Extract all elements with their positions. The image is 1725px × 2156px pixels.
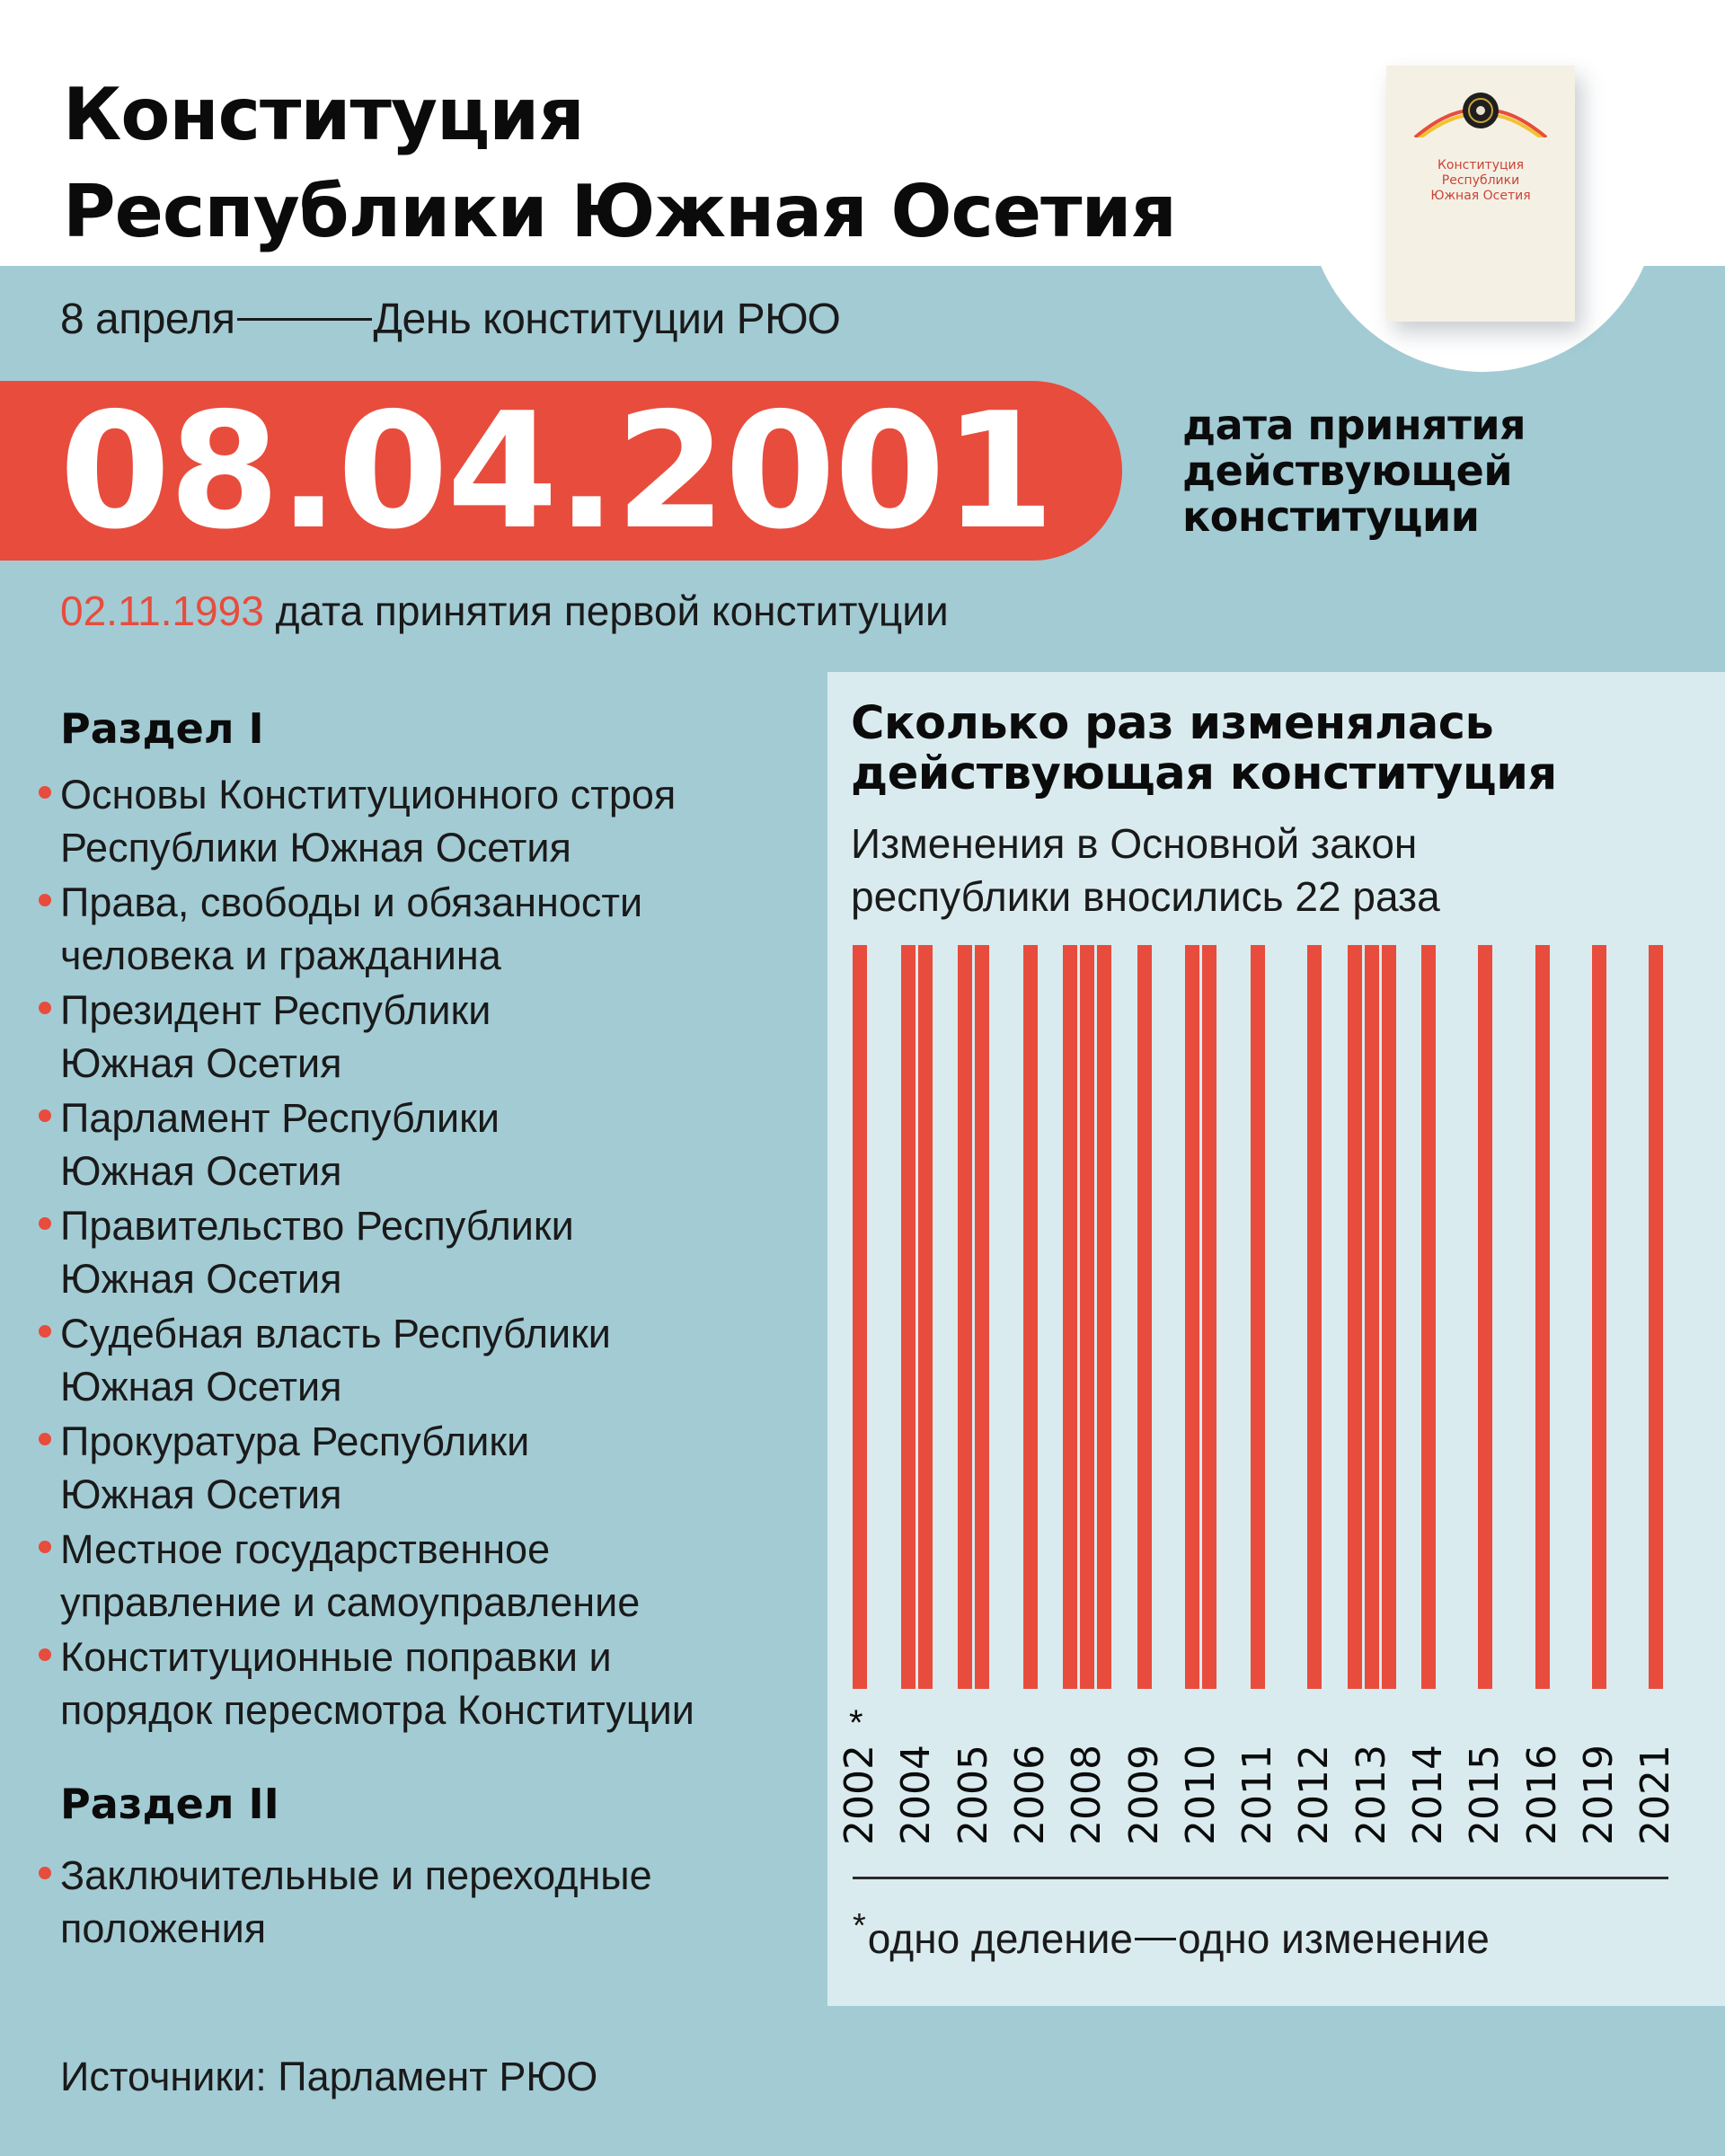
year-label-text: 2004: [893, 1745, 940, 1845]
bullet-icon: [39, 1648, 51, 1661]
list-item-line: Республики Южная Осетия: [60, 825, 571, 870]
bullet-icon: [39, 894, 51, 906]
chart-title-line: Сколько раз изменялась: [851, 697, 1494, 750]
year-label-text: 2012: [1291, 1745, 1338, 1845]
list-item: [36, 1307, 827, 1413]
year-label-text: 2002: [836, 1745, 882, 1845]
year-label-text: 2016: [1518, 1745, 1565, 1845]
coat-of-arms-icon: [1386, 84, 1575, 137]
chart-subtitle: [851, 817, 1440, 923]
book-cover-line: Конституция: [1437, 158, 1525, 172]
amendment-bar: [1063, 945, 1077, 1689]
list-item: [36, 1091, 827, 1197]
amendment-bars: [827, 945, 1725, 1689]
bullet-icon: [39, 1109, 51, 1122]
year-label-text: 2013: [1348, 1745, 1394, 1845]
book-cover-title: [1386, 158, 1575, 204]
list-item-line: Местное государственное: [60, 1526, 551, 1572]
chart-divider: [853, 1877, 1668, 1879]
list-item-line: Правительство Республики: [60, 1203, 574, 1249]
bullet-icon: [39, 1325, 51, 1338]
amendment-bar: [1348, 945, 1362, 1689]
list-item-line: Основы Конституционного строя: [60, 772, 677, 817]
list-item-line: Южная Осетия: [60, 1471, 342, 1517]
year-label-text: 2019: [1575, 1745, 1622, 1845]
amendment-bar: [1080, 945, 1094, 1689]
amendment-bar: [918, 945, 933, 1689]
page-title-line: Республики Южная Осетия: [63, 170, 1176, 253]
list-item: [36, 1415, 827, 1521]
amendment-bar: [1185, 945, 1199, 1689]
year-label-text: 2006: [1006, 1745, 1053, 1845]
amendment-bar: [1649, 945, 1663, 1689]
caption-line: действующей: [1182, 446, 1513, 495]
bullet-icon: [39, 1867, 51, 1879]
amendment-bar: [853, 945, 867, 1689]
year-label-text: 2015: [1462, 1745, 1508, 1845]
first-constitution-line: [60, 584, 949, 638]
book-cover-line: Южная Осетия: [1430, 189, 1531, 203]
list-item: [36, 1849, 827, 1955]
amendment-bar: [1202, 945, 1216, 1689]
caption-line: конституции: [1182, 492, 1480, 541]
list-item: [36, 1630, 827, 1736]
list-item-line: управление и самоуправление: [60, 1579, 641, 1625]
bullet-icon: [39, 1217, 51, 1230]
sources-note: Источники: Парламент РЮО: [60, 2054, 598, 2099]
year-label-text: 2005: [950, 1745, 996, 1845]
amendment-bar: [1535, 945, 1550, 1689]
amendment-bar: [1251, 945, 1265, 1689]
year-axis-labels: [827, 1732, 1725, 1849]
amendment-bar: [975, 945, 989, 1689]
book-cover-line: Республики: [1441, 173, 1520, 188]
footnote-text: одно изменение: [1177, 1915, 1490, 1962]
amendment-bar: [1365, 945, 1379, 1689]
year-label-text: 2009: [1120, 1745, 1167, 1845]
amendment-bar: [1097, 945, 1111, 1689]
amendment-bar: [1307, 945, 1322, 1689]
list-item: [36, 768, 827, 874]
section-1-list: [36, 768, 827, 1738]
year-label-text: 2011: [1234, 1745, 1281, 1845]
chart-title-line: действующая конституция: [851, 747, 1557, 800]
list-item-line: Прокуратура Республики: [60, 1418, 530, 1464]
list-item-line: Парламент Республики: [60, 1095, 500, 1141]
footnote-text: одно деление: [867, 1915, 1133, 1962]
year-label-text: 2010: [1177, 1745, 1224, 1845]
list-item-line: положения: [60, 1905, 267, 1951]
asterisk-marker: *: [849, 1703, 863, 1743]
constitution-day-line: [60, 293, 840, 347]
caption-line: дата принятия: [1182, 401, 1526, 449]
constitution-day-label: День конституции РЮО: [373, 296, 841, 343]
section-1-title: Раздел I: [60, 704, 264, 753]
current-constitution-date: 08.04.2001: [59, 378, 1054, 564]
first-constitution-caption: дата принятия первой конституции: [275, 588, 949, 634]
chart-subtitle-line: Изменения в Основной закон: [851, 820, 1418, 867]
year-label-text: 2014: [1405, 1745, 1451, 1845]
constitution-book-cover: [1386, 66, 1575, 322]
current-constitution-caption: [1182, 402, 1526, 540]
list-item-line: Заключительные и переходные: [60, 1852, 652, 1898]
amendments-chart-panel: [827, 672, 1725, 2006]
amendment-bar: [1592, 945, 1606, 1689]
list-item-line: Южная Осетия: [60, 1364, 342, 1409]
list-item: [36, 876, 827, 982]
list-item-line: Президент Республики: [60, 987, 491, 1033]
list-item-line: порядок пересмотра Конституции: [60, 1687, 694, 1733]
list-item-line: Южная Осетия: [60, 1040, 342, 1086]
amendment-bar: [958, 945, 972, 1689]
dash-separator: [1135, 1938, 1176, 1940]
amendment-bar: [901, 945, 916, 1689]
bullet-icon: [39, 786, 51, 799]
year-label-text: 2021: [1632, 1745, 1679, 1845]
list-item: [36, 1199, 827, 1305]
list-item-line: человека и гражданина: [60, 932, 501, 978]
section-2-list: [36, 1849, 827, 1957]
page-title: [63, 66, 1176, 261]
amendment-bar: [1023, 945, 1038, 1689]
amendment-bar: [1137, 945, 1152, 1689]
list-item: [36, 1523, 827, 1629]
bullet-icon: [39, 1541, 51, 1553]
list-item-line: Южная Осетия: [60, 1148, 342, 1194]
amendment-bar: [1478, 945, 1492, 1689]
section-2-title: Раздел II: [60, 1780, 279, 1828]
amendment-bar: [1421, 945, 1436, 1689]
first-constitution-date: 02.11.1993: [60, 588, 264, 634]
chart-title: [851, 699, 1557, 800]
constitution-day-date: 8 апреля: [60, 296, 235, 343]
list-item-line: Южная Осетия: [60, 1256, 342, 1302]
list-item-line: Судебная власть Республики: [60, 1311, 611, 1356]
footnote-asterisk: *: [853, 1907, 866, 1945]
bullet-icon: [39, 1433, 51, 1445]
amendment-bar: [1382, 945, 1396, 1689]
dash-separator: [237, 318, 372, 321]
list-item-line: Права, свободы и обязанности: [60, 879, 643, 925]
year-label-text: 2008: [1064, 1745, 1110, 1845]
chart-subtitle-line: республики вносились 22 раза: [851, 873, 1440, 920]
chart-footnote: [853, 1901, 1490, 1964]
page-title-line: Конституция: [63, 73, 584, 156]
list-item-line: Конституционные поправки и: [60, 1634, 612, 1680]
list-item: [36, 984, 827, 1090]
bullet-icon: [39, 1002, 51, 1014]
